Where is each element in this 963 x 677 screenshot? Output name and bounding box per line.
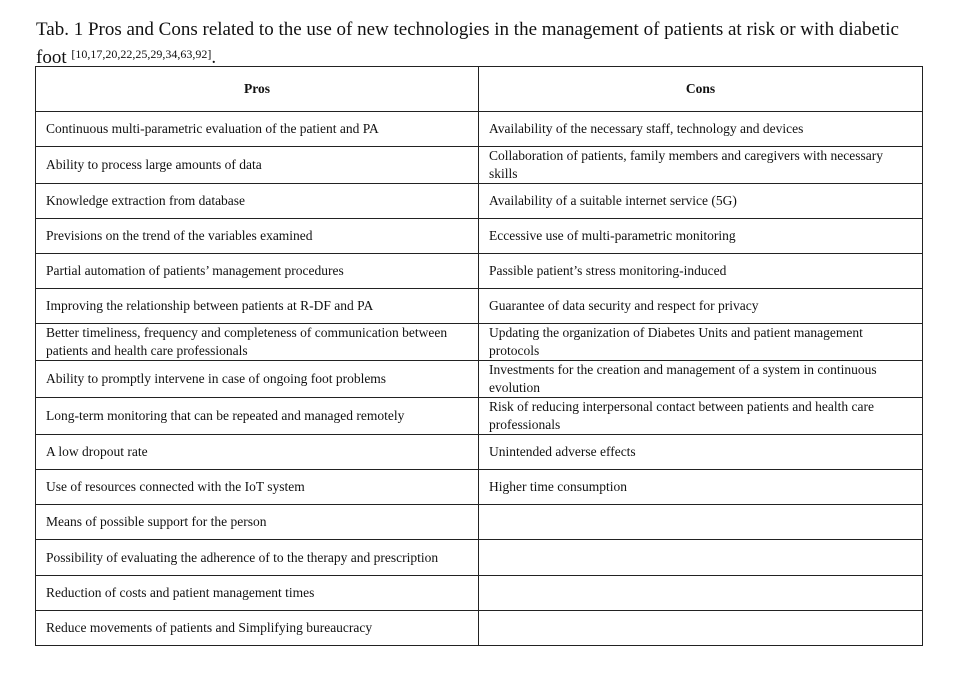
table-row bbox=[36, 505, 923, 540]
cons-cell bbox=[479, 324, 923, 361]
cons-cell-text: Availability of a suitable internet service (5G) bbox=[489, 193, 737, 208]
cons-cell-text: Eccessive use of multi-parametric monitoring bbox=[489, 228, 736, 243]
table-row bbox=[36, 147, 923, 184]
cons-cell bbox=[479, 540, 923, 576]
pros-cell bbox=[36, 611, 479, 646]
cons-cell-text: Availability of the necessary staff, technology and devices bbox=[489, 121, 804, 136]
pros-cell-text: A low dropout rate bbox=[46, 444, 148, 459]
cons-cell bbox=[479, 398, 923, 435]
table-row bbox=[36, 435, 923, 470]
cons-cell-text: Unintended adverse effects bbox=[489, 444, 636, 459]
cons-cell-text: Collaboration of patients, family members and caregivers with necessary skills bbox=[489, 148, 883, 181]
pros-cell bbox=[36, 361, 479, 398]
cons-cell bbox=[479, 219, 923, 254]
table-row bbox=[36, 219, 923, 254]
pros-cell-text: Long-term monitoring that can be repeated and managed remotely bbox=[46, 408, 405, 423]
cons-cell bbox=[479, 611, 923, 646]
pros-cell-text: Previsions on the trend of the variables examined bbox=[46, 228, 313, 243]
table-row bbox=[36, 112, 923, 147]
pros-cell-text: Possibility of evaluating the adherence of to the therapy and prescription bbox=[46, 549, 439, 565]
pros-cell bbox=[36, 147, 479, 184]
cons-cell bbox=[479, 184, 923, 219]
table-body bbox=[36, 112, 923, 646]
cons-cell-text: Risk of reducing interpersonal contact between patients and health care professionals bbox=[489, 399, 874, 432]
table-row bbox=[36, 254, 923, 289]
table-caption bbox=[36, 18, 926, 70]
table-row bbox=[36, 470, 923, 505]
pros-cell bbox=[36, 398, 479, 435]
pros-cell-text: Partial automation of patients’ management procedures bbox=[46, 263, 344, 278]
pros-cell bbox=[36, 289, 479, 324]
pros-cell-text: Ability to process large amounts of data bbox=[46, 157, 262, 172]
table-row bbox=[36, 289, 923, 324]
header-row bbox=[36, 67, 923, 112]
pros-cell bbox=[36, 184, 479, 219]
pros-cell bbox=[36, 219, 479, 254]
cons-cell-text: Updating the organization of Diabetes Units and patient management protocols bbox=[489, 325, 863, 358]
table-row bbox=[36, 398, 923, 435]
caption-references: [10,17,20,22,25,29,34,63,92] bbox=[71, 47, 212, 61]
caption-text: Tab. 1 Pros and Cons related to the use of new technologies in the management of patients at risk or with diabetic foot bbox=[36, 19, 899, 68]
cons-cell bbox=[479, 254, 923, 289]
table-row bbox=[36, 184, 923, 219]
cons-cell-text: Higher time consumption bbox=[489, 479, 627, 494]
pros-cell bbox=[36, 112, 479, 147]
pros-cell bbox=[36, 435, 479, 470]
pros-cell-text: Ability to promptly intervene in case of ongoing foot problems bbox=[46, 371, 387, 386]
table-row bbox=[36, 611, 923, 646]
cons-cell bbox=[479, 435, 923, 470]
cons-cell bbox=[479, 147, 923, 184]
pros-cell-text: Reduction of costs and patient management times bbox=[46, 585, 315, 600]
pros-cons-table bbox=[35, 66, 923, 646]
pros-header: Pros bbox=[36, 67, 479, 112]
pros-cell bbox=[36, 540, 479, 576]
pros-cell bbox=[36, 576, 479, 611]
table-row bbox=[36, 361, 923, 398]
table-row bbox=[36, 576, 923, 611]
cons-cell bbox=[479, 576, 923, 611]
pros-cell bbox=[36, 254, 479, 289]
table-row bbox=[36, 540, 923, 576]
table-row bbox=[36, 324, 923, 361]
pros-cell-text: Use of resources connected with the IoT system bbox=[46, 479, 305, 494]
caption-period: . bbox=[211, 47, 217, 68]
cons-cell bbox=[479, 505, 923, 540]
cons-cell bbox=[479, 289, 923, 324]
pros-cell-text: Reduce movements of patients and Simplifying bureaucracy bbox=[46, 620, 373, 635]
pros-cell-text: Knowledge extraction from database bbox=[46, 193, 246, 208]
cons-cell bbox=[479, 112, 923, 147]
cons-header: Cons bbox=[479, 67, 923, 112]
pros-cell bbox=[36, 324, 479, 361]
pros-cell bbox=[36, 470, 479, 505]
pros-cell-text: Improving the relationship between patients at R-DF and PA bbox=[46, 298, 374, 313]
pros-cell bbox=[36, 505, 479, 540]
pros-cell-text: Better timeliness, frequency and completeness of communication between patients and health care professionals bbox=[46, 325, 448, 358]
cons-cell bbox=[479, 361, 923, 398]
cons-cell-text: Investments for the creation and management of a system in continuous evolution bbox=[489, 362, 877, 395]
pros-cell-text: Means of possible support for the person bbox=[46, 514, 267, 529]
cons-cell-text: Passible patient’s stress monitoring-induced bbox=[489, 263, 727, 278]
cons-cell bbox=[479, 470, 923, 505]
cons-cell-text: Guarantee of data security and respect for privacy bbox=[489, 298, 759, 313]
pros-cell-text: Continuous multi-parametric evaluation of the patient and PA bbox=[46, 121, 379, 136]
